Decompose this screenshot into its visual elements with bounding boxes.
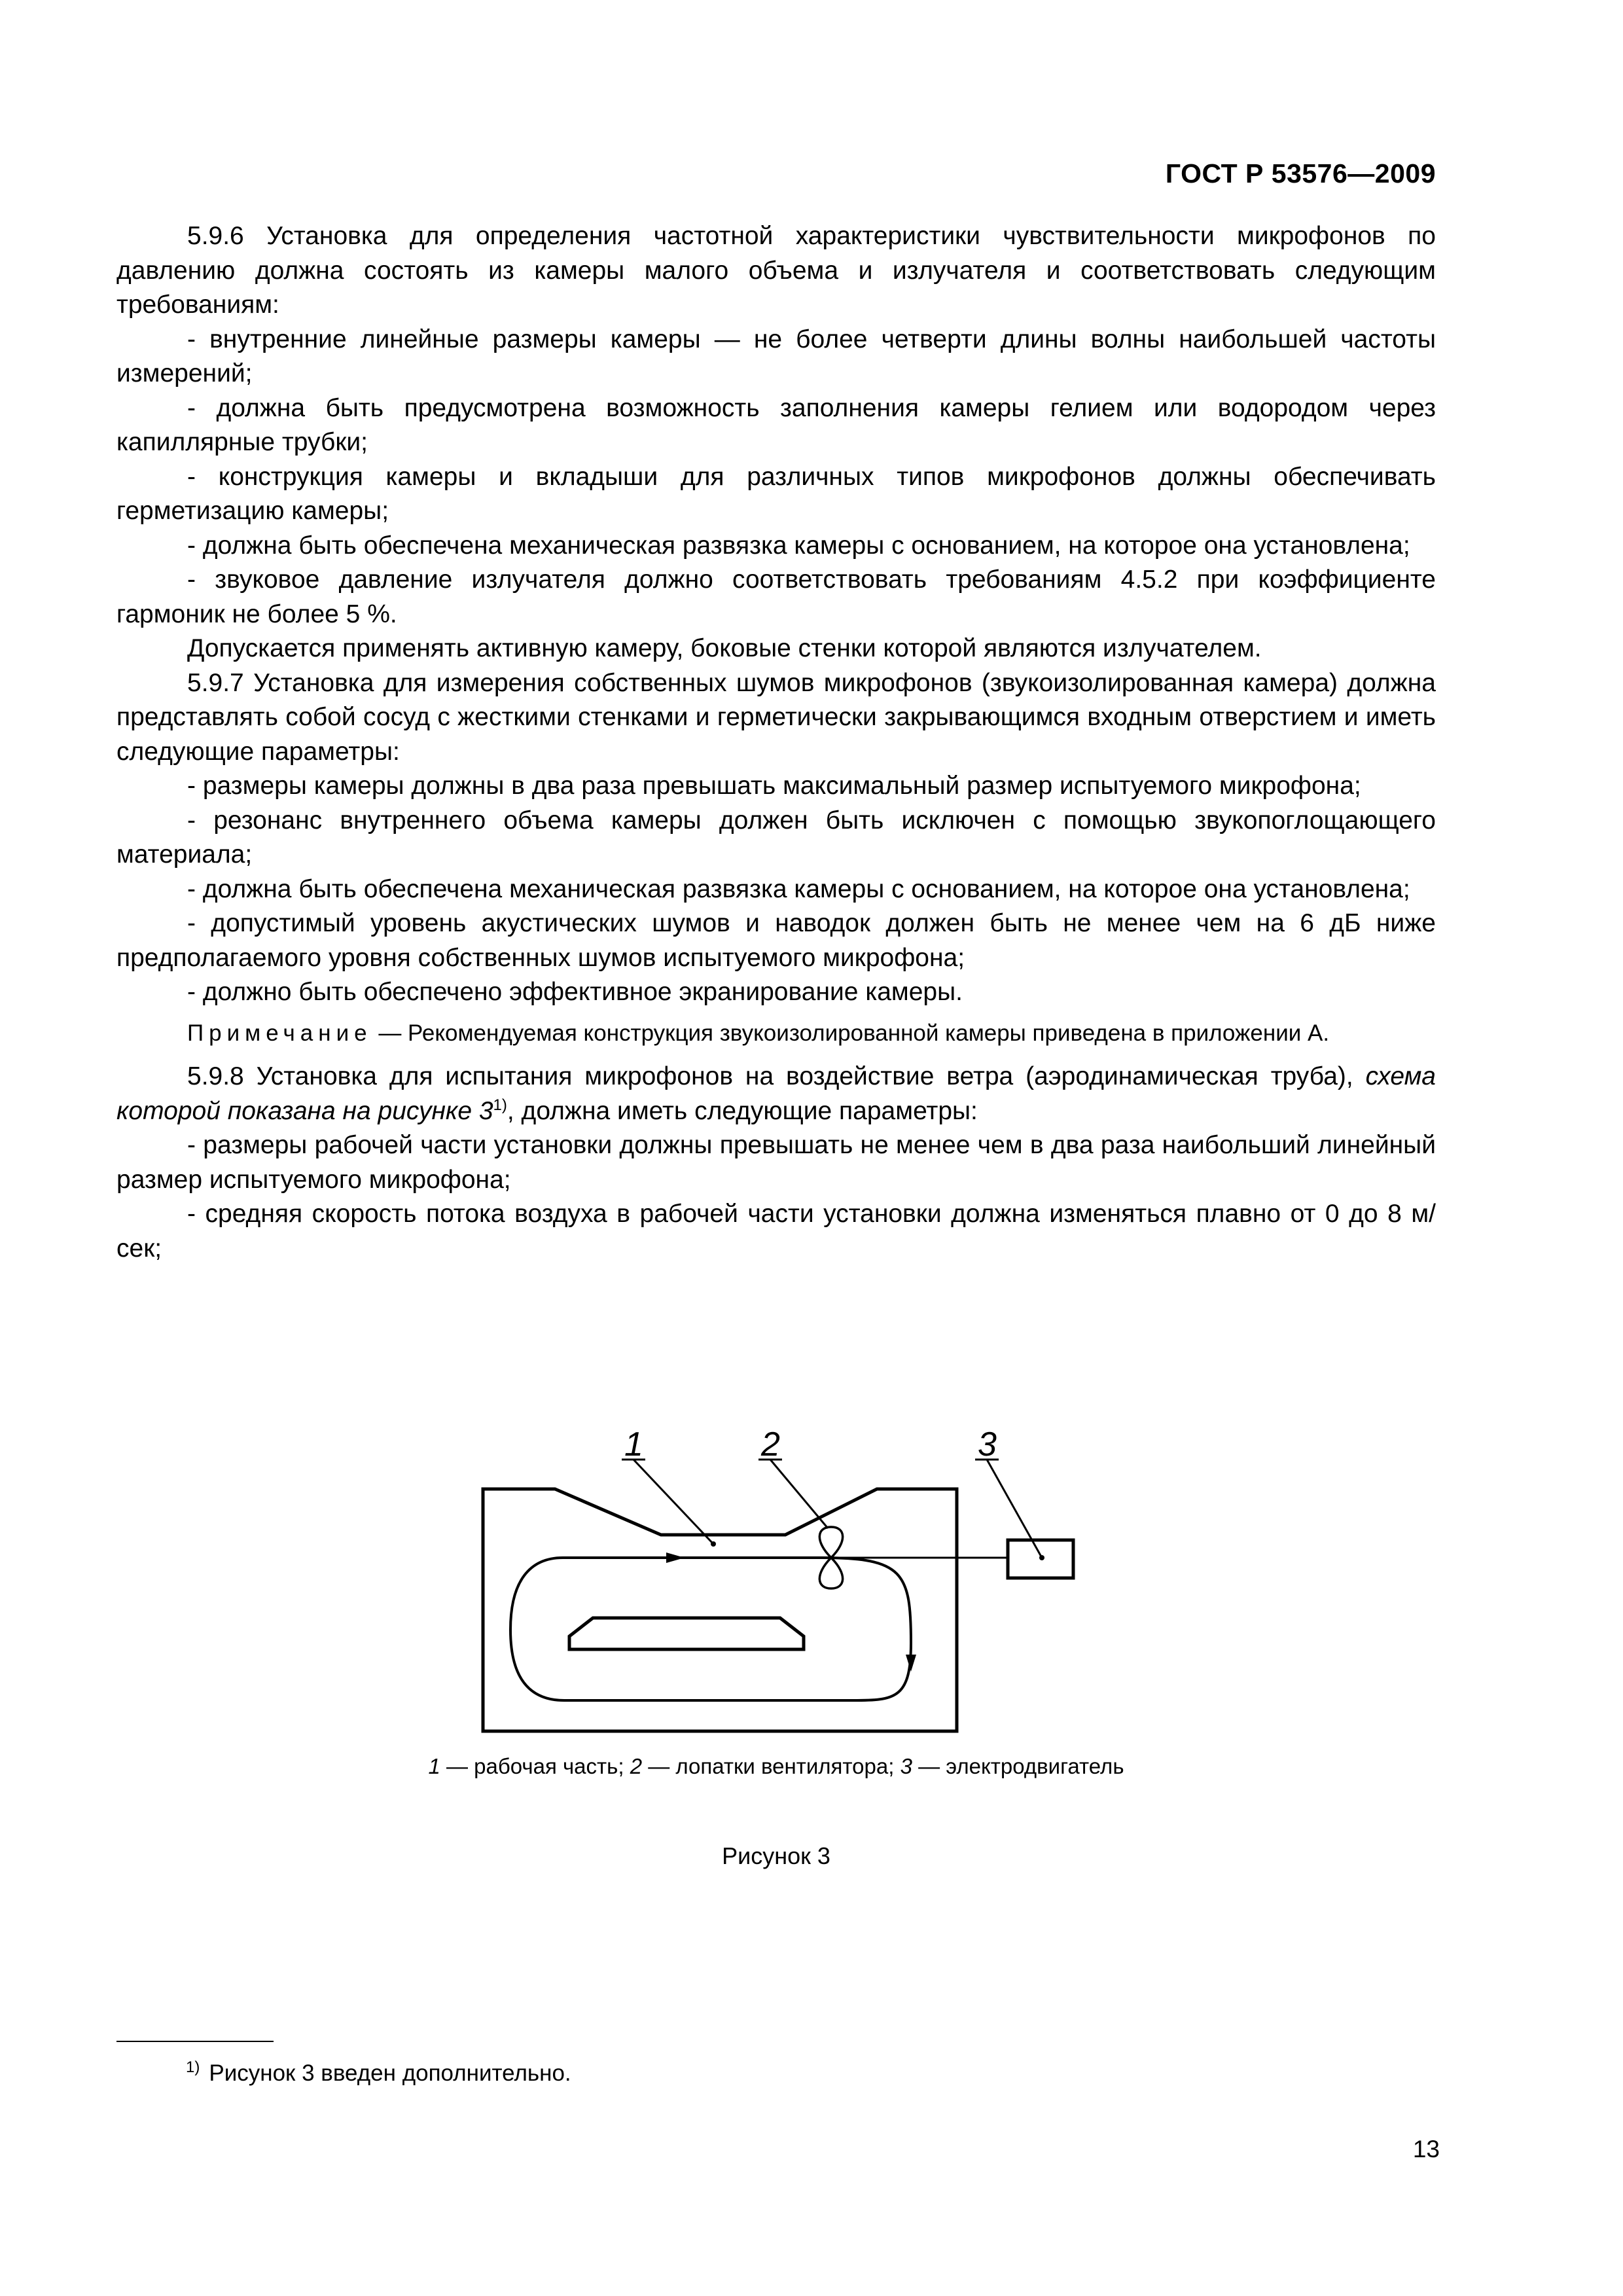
legend-number: 3 bbox=[900, 1754, 912, 1778]
list-item: - средняя скорость потока воздуха в рабочей части установки должна изменяться плавно от 0 до 8 м/сек; bbox=[116, 1200, 1436, 1263]
list-item: - звуковое давление излучателя должно соответствовать требованиям 4.5.2 при коэффициенте гармоник не более 5 %. bbox=[116, 565, 1436, 628]
legend-number: 2 bbox=[630, 1754, 643, 1778]
wind-tunnel-diagram bbox=[458, 1401, 1113, 1741]
note bbox=[116, 1016, 1436, 1051]
list-item: - размеры камеры должны в два раза превышать максимальный размер испытуемого микрофона; bbox=[187, 772, 1361, 800]
footnote-mark: 1) bbox=[186, 2058, 200, 2077]
footnote-ref: 1) bbox=[493, 1096, 507, 1114]
document-header: ГОСТ Р 53576—2009 bbox=[1165, 158, 1436, 188]
fan-blade-upper bbox=[819, 1527, 842, 1558]
callout-3: 3 bbox=[978, 1426, 997, 1463]
footnote-divider bbox=[116, 2041, 274, 2042]
list-item: - размеры рабочей части установки должны превышать не менее чем в два раза наибольший линейный размер испытуемого микрофона; bbox=[116, 1131, 1436, 1194]
legend-text: — лопатки вентилятора; bbox=[642, 1754, 901, 1778]
intro-text-end: , должна иметь следующие параметры: bbox=[507, 1096, 978, 1125]
legend-number: 1 bbox=[428, 1754, 440, 1778]
callout-2: 2 bbox=[761, 1426, 780, 1463]
leader-line-3 bbox=[987, 1460, 1042, 1558]
list-item: - допустимый уровень акустических шумов и наводок должен быть не менее чем на 6 дБ ниже предполагаемого уровня собственных шумов испытуемого микрофона; bbox=[116, 909, 1436, 972]
list-item: - должна быть обеспечена механическая развязка камеры с основанием, на которое она установлена; bbox=[187, 874, 1410, 903]
intro-text: 5.9.8 Установка для испытания микрофонов на воздействие ветра (аэродинамическая труба), bbox=[187, 1062, 1366, 1090]
figure-reference: схема которой показана на рисунке 3 bbox=[116, 1062, 1436, 1125]
note-label: Примечание bbox=[187, 1020, 372, 1046]
figure-legend bbox=[116, 1754, 1436, 1779]
paragraph-5-9-8-intro bbox=[116, 1060, 1436, 1128]
legend-text: — рабочая часть; bbox=[440, 1754, 630, 1778]
list-item: - внутренние линейные размеры камеры — не более четверти длины волны наибольшей частоты измерений; bbox=[116, 325, 1436, 387]
list-item: - резонанс внутреннего объема камеры должен быть исключен с помощью звукопоглощающего материала; bbox=[116, 806, 1436, 869]
footnote bbox=[186, 2060, 571, 2087]
paragraph-5-9-6-intro: 5.9.6 Установка для определения частотной характеристики чувствительности микрофонов по давлению должна состоять из камеры малого объема и излучателя и соответствовать следующим требованиям: bbox=[116, 222, 1436, 319]
leader-line-2 bbox=[770, 1460, 828, 1528]
paragraph-active-chamber: Допускается применять активную камеру, боковые стенки которой являются излучателем. bbox=[187, 634, 1262, 662]
figure-wind-tunnel bbox=[458, 1401, 1113, 1741]
list-item: - должно быть обеспечено эффективное экранирование камеры. bbox=[187, 978, 963, 1006]
list-item: - должна быть обеспечена механическая развязка камеры с основанием, на которое она установлена; bbox=[187, 531, 1410, 560]
footnote-text: Рисунок 3 введен дополнительно. bbox=[209, 2060, 571, 2086]
leader-line-1 bbox=[633, 1460, 713, 1544]
legend-text: — электродвигатель bbox=[912, 1754, 1124, 1778]
flow-loop bbox=[510, 1558, 911, 1700]
list-item: - конструкция камеры и вкладыши для различных типов микрофонов должны обеспечивать герметизацию камеры; bbox=[116, 462, 1436, 525]
figure-title: Рисунок 3 bbox=[722, 1842, 830, 1869]
note-text: — Рекомендуемая конструкция звукоизолированной камеры приведена в приложении А. bbox=[372, 1020, 1330, 1046]
fan-blade-lower bbox=[819, 1558, 842, 1588]
body-text bbox=[116, 219, 1436, 1266]
callout-1: 1 bbox=[624, 1426, 643, 1463]
tunnel-housing bbox=[483, 1489, 957, 1731]
flow-arrow-icon bbox=[666, 1552, 685, 1563]
page-number: 13 bbox=[1412, 2136, 1440, 2162]
inner-obstacle bbox=[569, 1618, 804, 1649]
list-item: - должна быть предусмотрена возможность заполнения камеры гелием или водородом через капиллярные трубки; bbox=[116, 393, 1436, 456]
paragraph-5-9-7-intro: 5.9.7 Установка для измерения собственных шумов микрофонов (звукоизолированная камера) должна представлять собой сосуд с жесткими стенками и герметически закрывающимся входным отверстием и иметь следующие параметры: bbox=[116, 668, 1436, 766]
flow-arrow-down-icon bbox=[906, 1655, 916, 1672]
